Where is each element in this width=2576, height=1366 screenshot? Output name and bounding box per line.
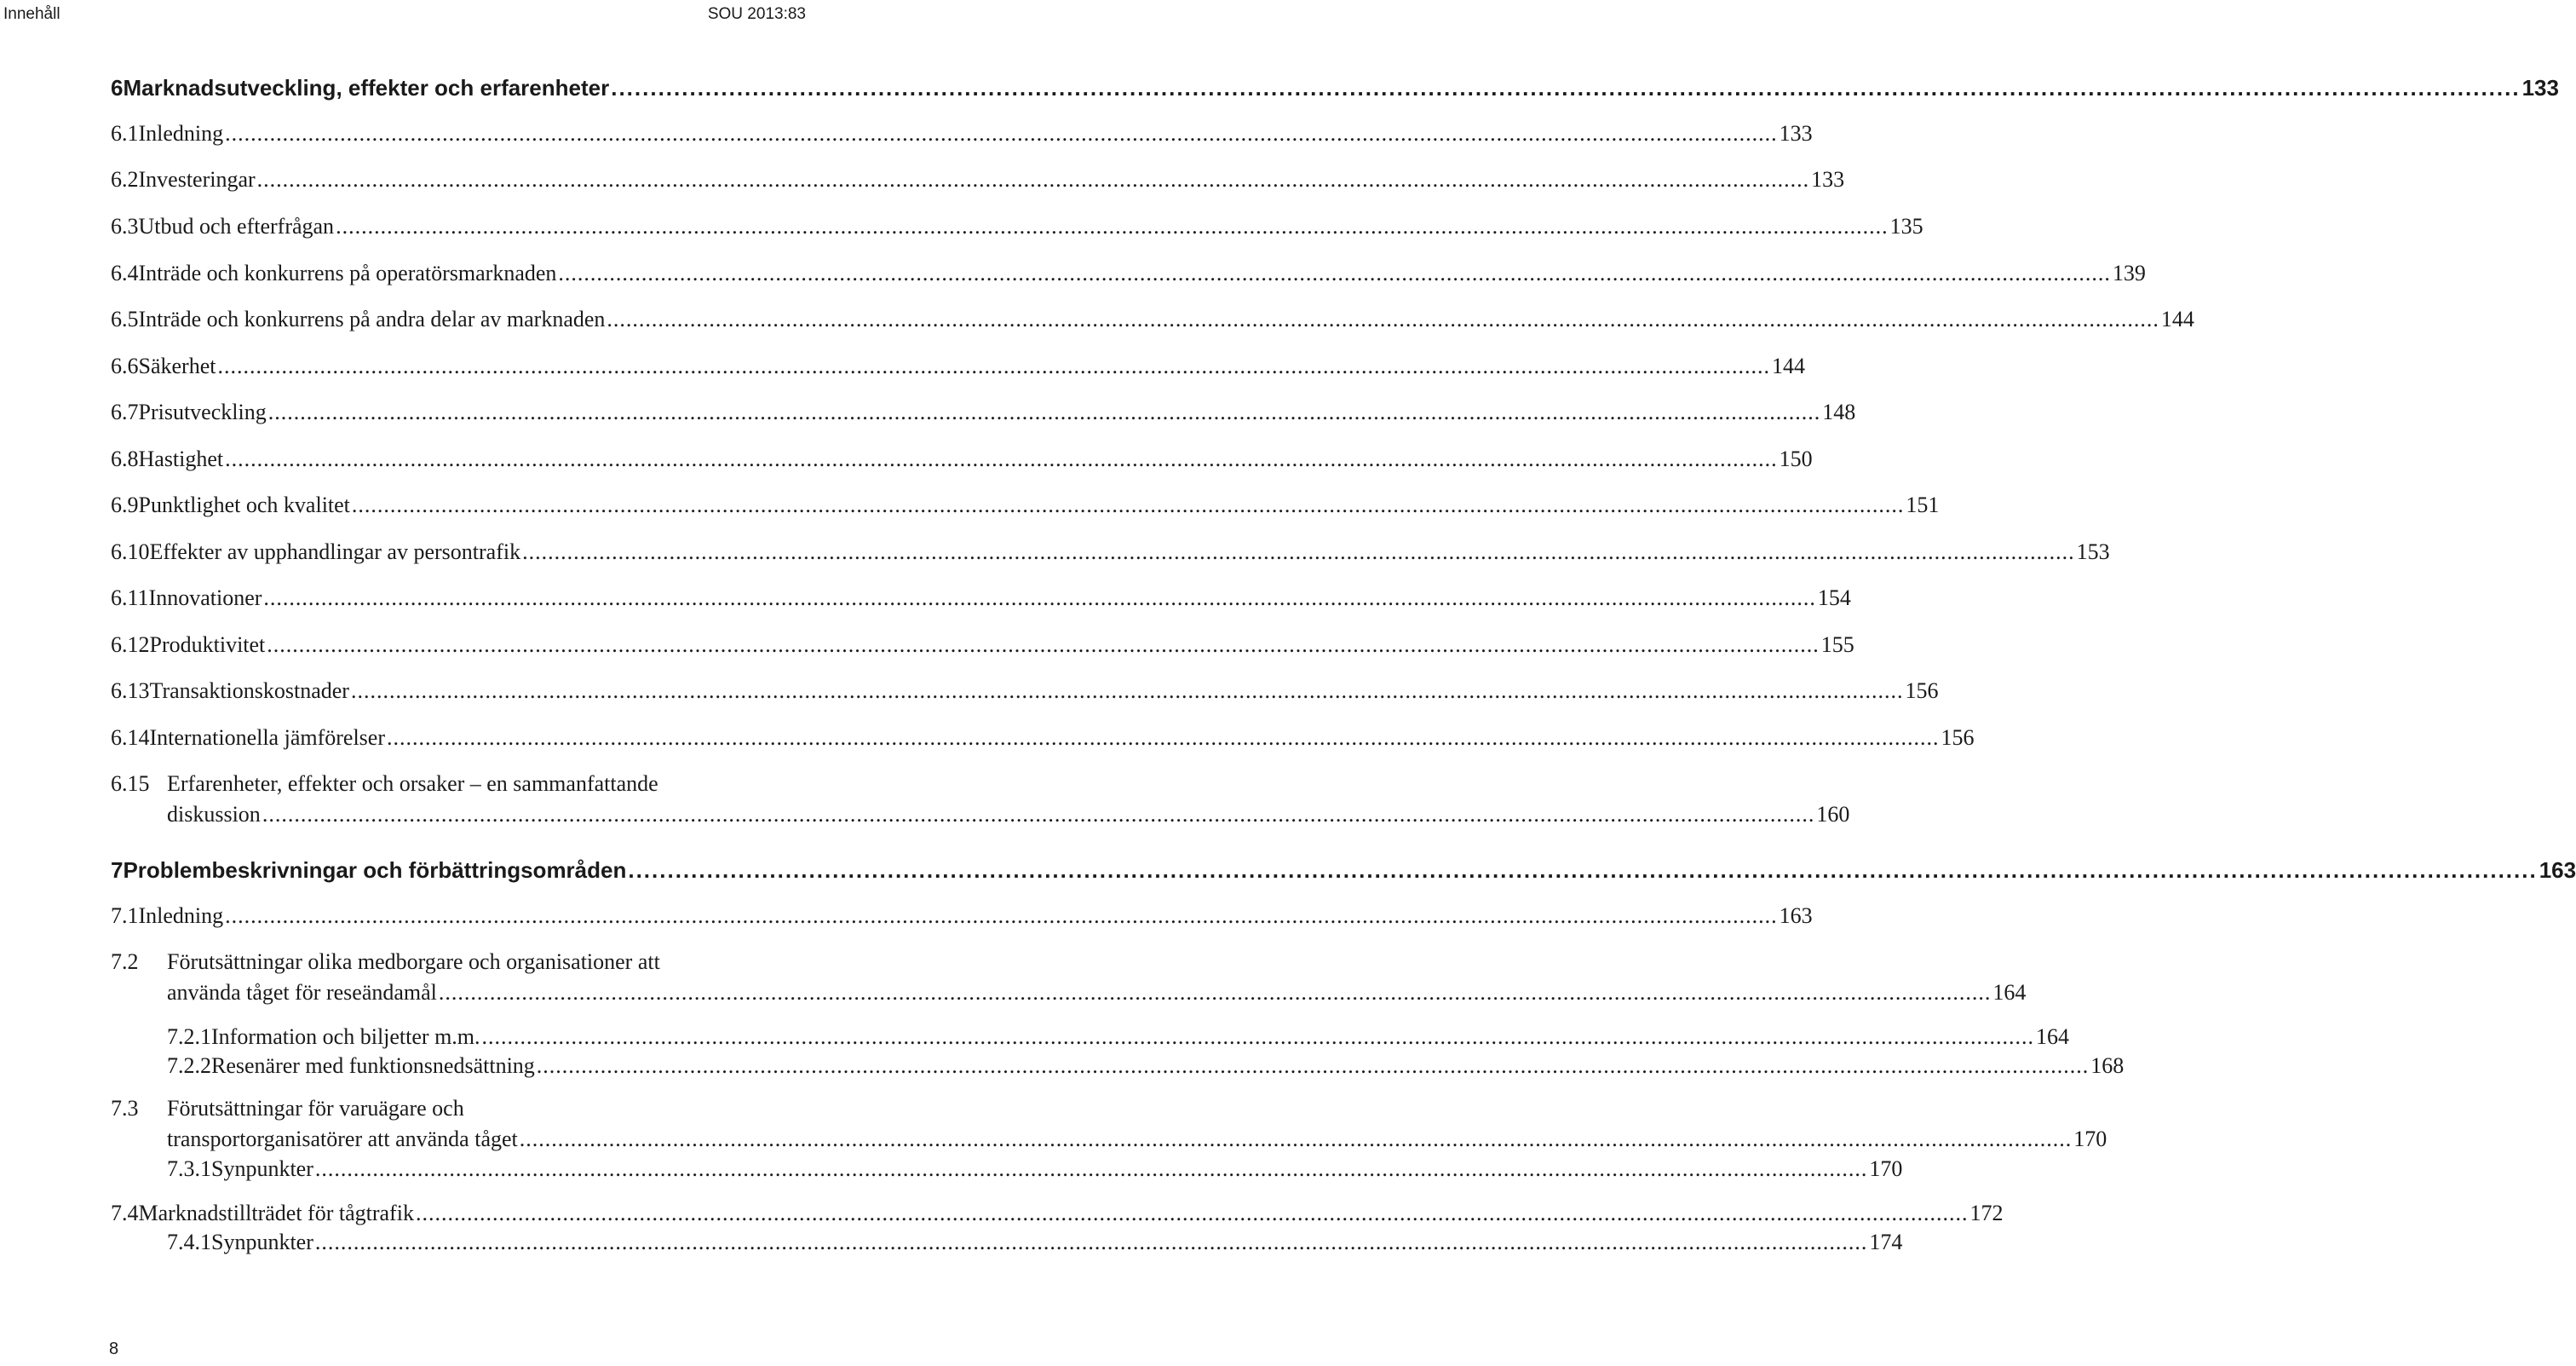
toc-entry-page: 168 [2090,1053,2125,1078]
toc-entry-number: 7.3 [111,1096,139,1121]
toc-entry-title: Marknadstillträdet för tågtrafik [138,1201,414,1225]
toc-entry-number: 6.10 [111,539,150,564]
toc-entry-number: 6.15 [111,771,150,796]
toc-entry-number: 6.4 [111,261,139,285]
toc-entry-title-continued: diskussion [167,802,261,827]
toc-entry[interactable] [111,400,1856,425]
toc-entry-number: 7.2.1 [167,1024,211,1049]
toc-entry[interactable] [111,1096,2107,1152]
toc-dot-leader [439,980,1992,1006]
toc-entry-title: Förutsättningar olika medborgare och organisationer att [167,949,660,974]
toc-entry-number: 6.14 [111,725,150,750]
toc-dot-leader [611,75,2520,101]
toc-entry-number: 6.8 [111,447,139,471]
toc-entry-title: Hastighet [138,447,224,471]
toc-entry[interactable] [111,121,1813,147]
toc-entry[interactable] [111,1053,2125,1079]
toc-entry-page: 151 [1906,493,1940,517]
toc-entry-page: 164 [2036,1024,2070,1049]
toc-entry[interactable] [111,1024,2070,1050]
toc-entry-title: Investeringar [138,167,256,192]
toc-entry-title: Prisutveckling [138,400,267,424]
toc-dot-leader [225,447,1778,472]
toc-entry-page: 133 [1811,167,1845,192]
toc-dot-leader [351,678,1904,704]
toc-entry-title: Inträde och konkurrens på andra delar av marknaden [138,307,606,331]
toc-entry-page: 155 [1820,632,1854,657]
toc-entry-number: 6.2 [111,167,139,192]
toc-entry-title: Förutsättningar för varuägare och [167,1096,464,1121]
toc-entry-title-continued: använda tåget för reseändamål [167,980,437,1005]
toc-entry-title: Effekter av upphandlingar av persontrafik [149,539,521,564]
toc-entry[interactable] [111,539,2110,565]
toc-entry[interactable] [111,354,1805,379]
toc-entry-page: 144 [1771,354,1805,378]
toc-dot-leader [263,585,1816,611]
toc-entry-page: 144 [2160,307,2194,331]
toc-entry[interactable] [111,771,1850,827]
toc-entry[interactable] [111,1156,1903,1182]
toc-entry[interactable] [111,493,1940,518]
toc-entry-title: Inträde och konkurrens på operatörsmarknaden [138,261,557,285]
toc-entry-title: Punktlighet och kvalitet [138,493,350,517]
toc-dot-leader [520,1127,2073,1152]
toc-entry-title: Resenärer med funktionsnedsättning [211,1053,535,1078]
toc-entry-page: 160 [1816,802,1850,827]
toc-entry-title: Säkerhet [138,354,216,378]
toc-entry-number: 6.9 [111,493,139,517]
toc-entry-number: 7.3.1 [167,1156,211,1181]
toc-entry-title: Utbud och efterfrågan [138,214,335,239]
toc-dot-leader [522,539,2075,565]
toc-dot-leader [315,1156,1868,1182]
toc-entry-title: Information och biljetter m.m. [211,1024,480,1049]
toc-dot-leader [268,400,1821,425]
toc-dot-leader [262,802,1815,827]
toc-dot-leader [416,1201,1969,1226]
toc-entry-page: 150 [1779,447,1813,471]
toc-entry-page: 163 [1779,903,1813,928]
toc-entry-number: 7.4 [111,1201,139,1225]
toc-entry-page: 133 [1779,121,1813,146]
toc-dot-leader [315,1230,1868,1255]
toc-dot-leader [628,857,2537,884]
toc-entry-page: 133 [2521,75,2559,101]
toc-entry-number: 6.3 [111,214,139,239]
toc-dot-leader [257,167,1810,193]
toc-dot-leader [387,725,1940,751]
header-document-id: SOU 2013:83 [707,5,806,23]
toc-entry[interactable] [111,1201,2004,1226]
toc-entry[interactable] [111,585,1851,611]
toc-entry[interactable] [111,307,2194,332]
toc-entry-number: 6.11 [111,585,149,610]
toc-entry[interactable] [111,949,2027,1006]
toc-entry-page: 174 [1869,1230,1903,1254]
toc-entry-page: 156 [1941,725,1975,750]
toc-entry-number: 7.1 [111,903,139,928]
toc-entry-number: 6.5 [111,307,139,331]
toc-entry-number: 6.7 [111,400,139,424]
toc-entry-number: 7.2.2 [167,1053,211,1078]
toc-entry[interactable] [111,632,1854,658]
toc-entry-page: 170 [1869,1156,1903,1181]
toc-entry-title: Inledning [138,121,224,146]
toc-dot-leader [225,903,1778,929]
toc-entry-number: 6.13 [111,678,150,703]
toc-entry-title: Inledning [138,903,224,928]
toc-dot-leader [558,261,2111,286]
toc-entry-title: Transaktionskostnader [149,678,349,703]
toc-entry[interactable] [111,167,1845,193]
toc-entry[interactable] [111,1230,1903,1255]
toc-dot-leader [482,1024,2035,1050]
toc-entry[interactable] [111,678,1939,704]
toc-entry-page: 156 [1905,678,1939,703]
toc-entry[interactable] [111,725,1975,751]
toc-entry-title: Internationella jämförelser [149,725,385,750]
toc-entry-page: 170 [2073,1127,2107,1151]
toc-dot-leader [537,1053,2090,1079]
toc-entry-number: 6 [111,75,124,101]
toc-entry-page: 172 [1969,1201,2004,1225]
toc-entry-page: 164 [1992,980,2027,1005]
toc-entry-title-continued: transportorganisatörer att använda tåget [167,1127,518,1151]
toc-entry-number: 6.12 [111,632,150,657]
toc-entry-number: 6.1 [111,121,139,146]
toc-entry-title: Marknadsutveckling, effekter och erfarenheter [123,75,610,101]
toc-entry-number: 7 [111,857,124,883]
toc-entry[interactable] [111,261,2146,286]
toc-entry-number: 6.6 [111,354,139,378]
toc-entry-title: Synpunkter [211,1156,313,1181]
toc-dot-leader [217,354,1770,379]
toc-dot-leader [267,632,1820,658]
toc-dot-leader [607,307,2159,332]
toc-entry-page: 135 [1889,214,1923,239]
toc-entry[interactable] [111,857,2576,884]
page-number: 8 [109,1340,119,1358]
toc-dot-leader [352,493,1905,518]
toc-entry-title: Synpunkter [211,1230,313,1254]
toc-entry-number: 7.2 [111,949,139,974]
toc-entry-page: 148 [1822,400,1856,424]
toc-entry[interactable] [111,214,1923,239]
toc-entry-page: 153 [2076,539,2110,564]
toc-entry-number: 7.4.1 [167,1230,211,1254]
toc-entry-page: 163 [2539,857,2576,883]
toc-entry[interactable] [111,75,2559,101]
toc-dot-leader [336,214,1889,239]
running-header [0,5,818,31]
toc-entry-page: 154 [1817,585,1851,610]
toc-entry-title: Problembeskrivningar och förbättringsområden [123,857,627,883]
toc-dot-leader [225,121,1778,147]
toc-entry-title: Innovationer [148,585,262,610]
header-section-title: Innehåll [3,5,60,23]
toc-entry[interactable] [111,903,1813,929]
toc-entry-title: Produktivitet [149,632,266,657]
toc-entry[interactable] [111,447,1813,472]
toc-entry-title: Erfarenheter, effekter och orsaker – en sammanfattande [167,771,658,796]
toc-entry-page: 139 [2112,261,2146,285]
